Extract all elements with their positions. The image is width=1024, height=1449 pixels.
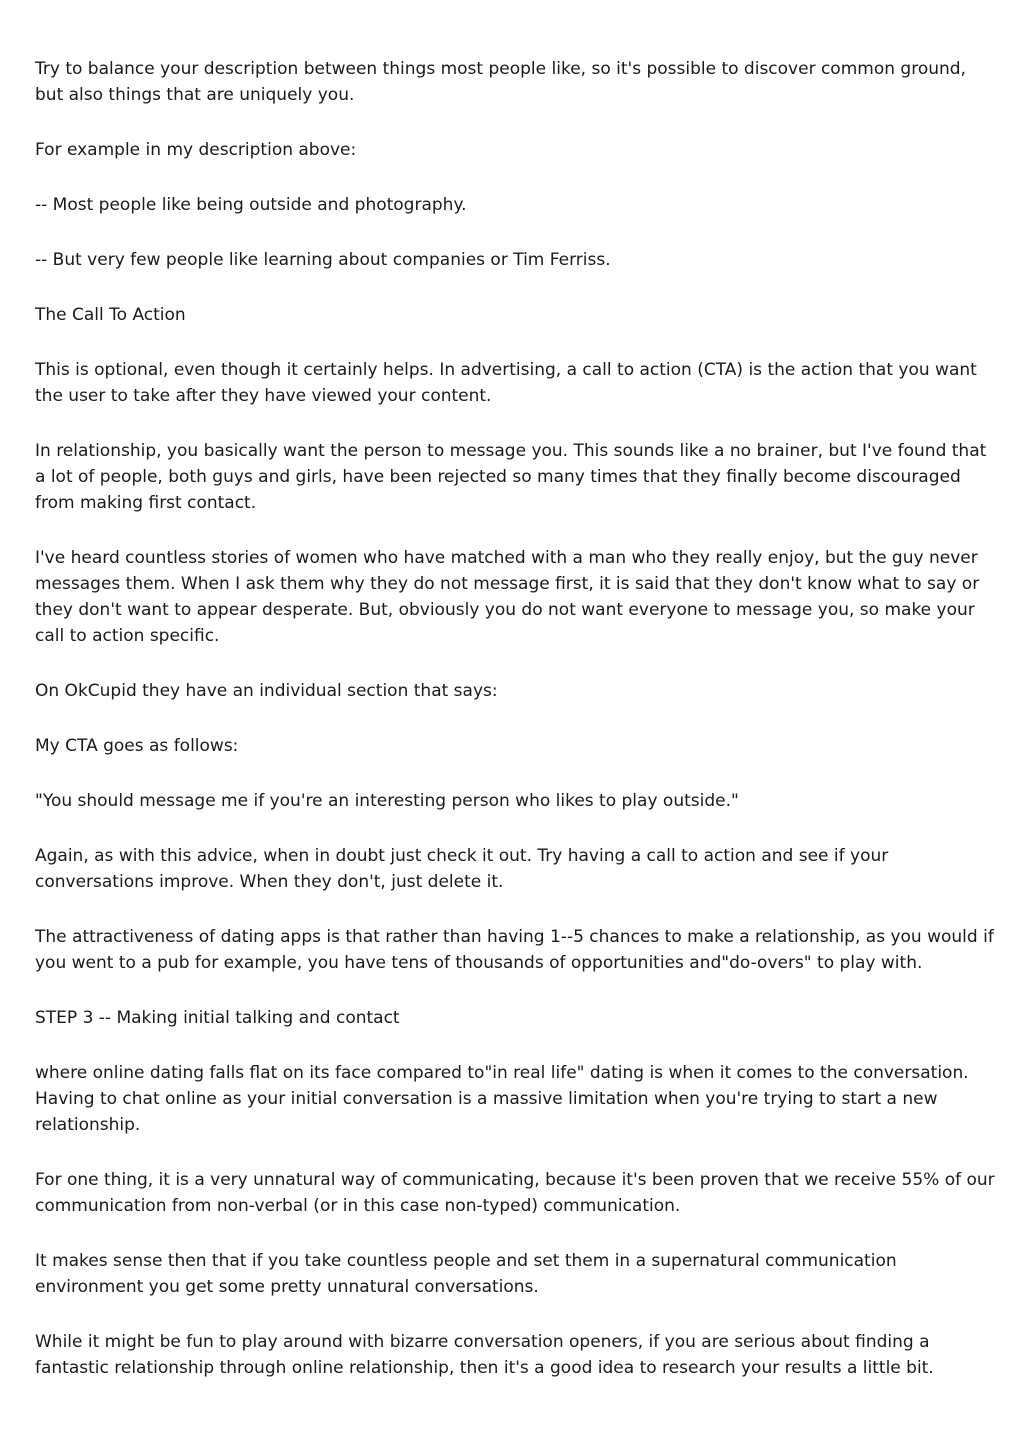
paragraph-check-it-out: Again, as with this advice, when in doubt just check it out. Try having a call to action and see if your conversations improve. When they don't, just delete it.: [35, 846, 889, 892]
paragraph-cta-optional: This is optional, even though it certainly helps. In advertising, a call to action (CTA) is the action that you want the user to take after they have viewed your content.: [35, 360, 977, 406]
document-body: [35, 56, 995, 1381]
paragraph-online-dating-flat: where online dating falls flat on its face compared to"in real life" dating is when it comes to the conversation. Having to chat online as your initial conversation is a massive limitation when you're trying to start a new relationship.: [35, 1063, 969, 1135]
section-heading-step-3: STEP 3 -- Making initial talking and contact: [35, 1008, 400, 1028]
section-heading-call-to-action: The Call To Action: [35, 305, 186, 325]
paragraph-example-intro: For example in my description above:: [35, 140, 357, 160]
paragraph-most-people: -- Most people like being outside and photography.: [35, 195, 467, 215]
paragraph-countless-stories: I've heard countless stories of women who have matched with a man who they really enjoy, but the guy never messages them. When I ask them why they do not message first, it is said that they don't know what to say or they don't want to appear desperate. But, obviously you do not want everyone to message you, so make your call to action specific.: [35, 548, 980, 646]
paragraph-okcupid-section: On OkCupid they have an individual section that says:: [35, 681, 498, 701]
paragraph-message-you: In relationship, you basically want the person to message you. This sounds like a no brainer, but I've found that a lot of people, both guys and girls, have been rejected so many times that they finally become discouraged from making first contact.: [35, 441, 987, 513]
paragraph-makes-sense: It makes sense then that if you take countless people and set them in a supernatural communication environment you get some pretty unnatural conversations.: [35, 1251, 897, 1297]
paragraph-my-cta: My CTA goes as follows:: [35, 736, 239, 756]
paragraph-balance-description: Try to balance your description between things most people like, so it's possible to discover common ground, but also things that are uniquely you.: [35, 59, 966, 105]
paragraph-dating-apps: The attractiveness of dating apps is that rather than having 1--5 chances to make a relationship, as you would if you went to a pub for example, you have tens of thousands of opportunities and"do-overs" to play with.: [35, 927, 994, 973]
paragraph-cta-quote: "You should message me if you're an interesting person who likes to play outside.": [35, 791, 739, 811]
paragraph-unnatural-communication: For one thing, it is a very unnatural way of communicating, because it's been proven that we receive 55% of our communication from non-verbal (or in this case non-typed) communication.: [35, 1170, 995, 1216]
paragraph-few-people: -- But very few people like learning about companies or Tim Ferriss.: [35, 250, 611, 270]
paragraph-bizarre-openers: While it might be fun to play around with bizarre conversation openers, if you are serious about finding a fantastic relationship through online relationship, then it's a good idea to research your results a little bit.: [35, 1332, 934, 1378]
